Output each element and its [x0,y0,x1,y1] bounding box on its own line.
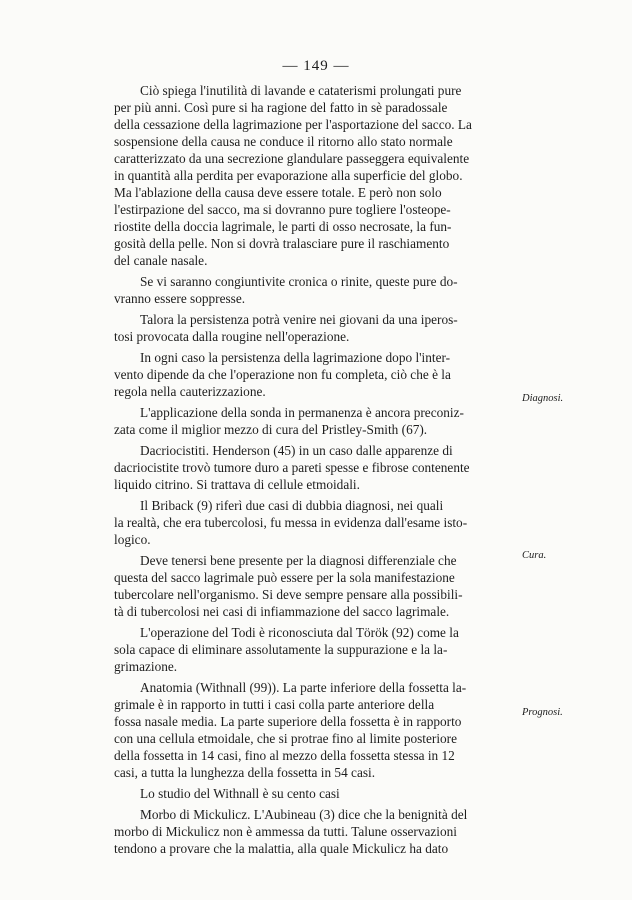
text-line: Ma l'ablazione della causa deve essere totale. E però non solo [114,185,442,200]
text-line: fossa nasale media. La parte superiore della fossetta è in rapporto [114,714,462,729]
text-line: grimazione. [114,659,178,674]
text-line: L'operazione del Todi è riconosciuta dal Török (92) come la [140,625,459,640]
text-line: vento dipende da che l'operazione non fu completa, ciò che è la [114,367,451,382]
margin-note-diagnosi: Diagnosi. [522,393,564,404]
text-line: Il Briback (9) riferì due casi di dubbia diagnosi, nei quali [140,498,444,513]
text-line: tà di tubercolosi nei casi di infiammazione del sacco lagrimale. [114,604,450,619]
text-line: Lo studio del Withnall è su cento casi [140,786,340,801]
paragraph [114,82,504,269]
text-line: della fossetta in 14 casi, fino al mezzo della fossetta stessa in 12 [114,748,455,763]
text-line: Morbo di Mickulicz. L'Aubineau (3) dice che la benignità del [140,807,468,822]
text-line: Anatomia (Withnall (99)). La parte inferiore della fossetta la- [140,680,467,695]
paragraph [114,785,504,802]
paragraph [114,349,504,400]
text-line: Deve tenersi bene presente per la diagnosi differenziale che [140,553,457,568]
margin-note-cura: Cura. [522,550,547,561]
text-line: Talora la persistenza potrà venire nei giovani da una iperos- [140,312,458,327]
text-line: gosità della pelle. Non si dovrà tralasciare pure il raschiamento [114,236,450,251]
text-line: liquido citrino. Si trattava di cellule etmoidali. [114,477,360,492]
paragraph [114,624,504,675]
page-number: — 149 — [282,58,350,74]
paragraph [114,404,504,438]
paragraph [114,497,504,548]
paragraph [114,311,504,345]
text-line: tosi provocata dalla rougine nell'operazione. [114,329,350,344]
text-line: regola nella cauterizzazione. [114,384,266,399]
paragraph [114,442,504,493]
text-line: grimale è in rapporto in tutti i casi colla parte anteriore della [114,697,435,712]
text-line: Se vi saranno congiuntivite cronica o rinite, queste pure do- [140,274,458,289]
text-line: tendono a provare che la malattia, alla quale Mickulicz ha dato [114,841,449,856]
text-line: per più anni. Così pure si ha ragione del fatto in sè paradossale [114,100,448,115]
text-line: casi, a tutta la lunghezza della fossetta in 54 casi. [114,765,376,780]
text-line: della cessazione della lagrimazione per l'asportazione del sacco. La [114,117,472,132]
body-text [114,82,504,861]
text-line: sospensione della causa ne conduce il ritorno allo stato normale [114,134,453,149]
margin-note-prognosi: Prognosi. [522,707,563,718]
text-line: tubercolare nell'organismo. Si deve sempre pensare alla possibili- [114,587,463,602]
text-line: questa del sacco lagrimale può essere per la sola manifestazione [114,570,455,585]
text-line: sola capace di eliminare assolutamente la suppurazione e la la- [114,642,448,657]
text-line: la realtà, che era tubercolosi, fu messa in evidenza dall'esame isto- [114,515,468,530]
text-line: in quantità alla perdita per evaporazione alla superficie del globo. [114,168,463,183]
text-line: logico. [114,532,151,547]
paragraph [114,273,504,307]
text-line: l'estirpazione del sacco, ma si dovranno pure togliere l'osteope- [114,202,451,217]
text-line: vranno essere soppresse. [114,291,246,306]
paragraph [114,552,504,620]
text-line: caratterizzato da una secrezione glandulare passeggera equivalente [114,151,470,166]
paragraph [114,679,504,781]
paragraph [114,806,504,857]
text-line: dacriocistite trovò tumore duro a pareti spesse e fibrose contenente [114,460,470,475]
text-line: riostite della doccia lagrimale, le parti di osso necrosate, la fun- [114,219,452,234]
text-line: L'applicazione della sonda in permanenza è ancora preconiz- [140,405,464,420]
text-line: zata come il miglior mezzo di cura del Pristley-Smith (67). [114,422,428,437]
text-line: In ogni caso la persistenza della lagrimazione dopo l'inter- [140,350,451,365]
text-line: Ciò spiega l'inutilità di lavande e cataterismi prolungati pure [140,83,462,98]
text-line: con una cellula etmoidale, che si protrae fino al limite posteriore [114,731,458,746]
text-line: del canale nasale. [114,253,208,268]
text-line: Dacriocistiti. Henderson (45) in un caso dalle apparenze di [140,443,453,458]
text-line: morbo di Mickulicz non è ammessa da tutti. Talune osservazioni [114,824,457,839]
